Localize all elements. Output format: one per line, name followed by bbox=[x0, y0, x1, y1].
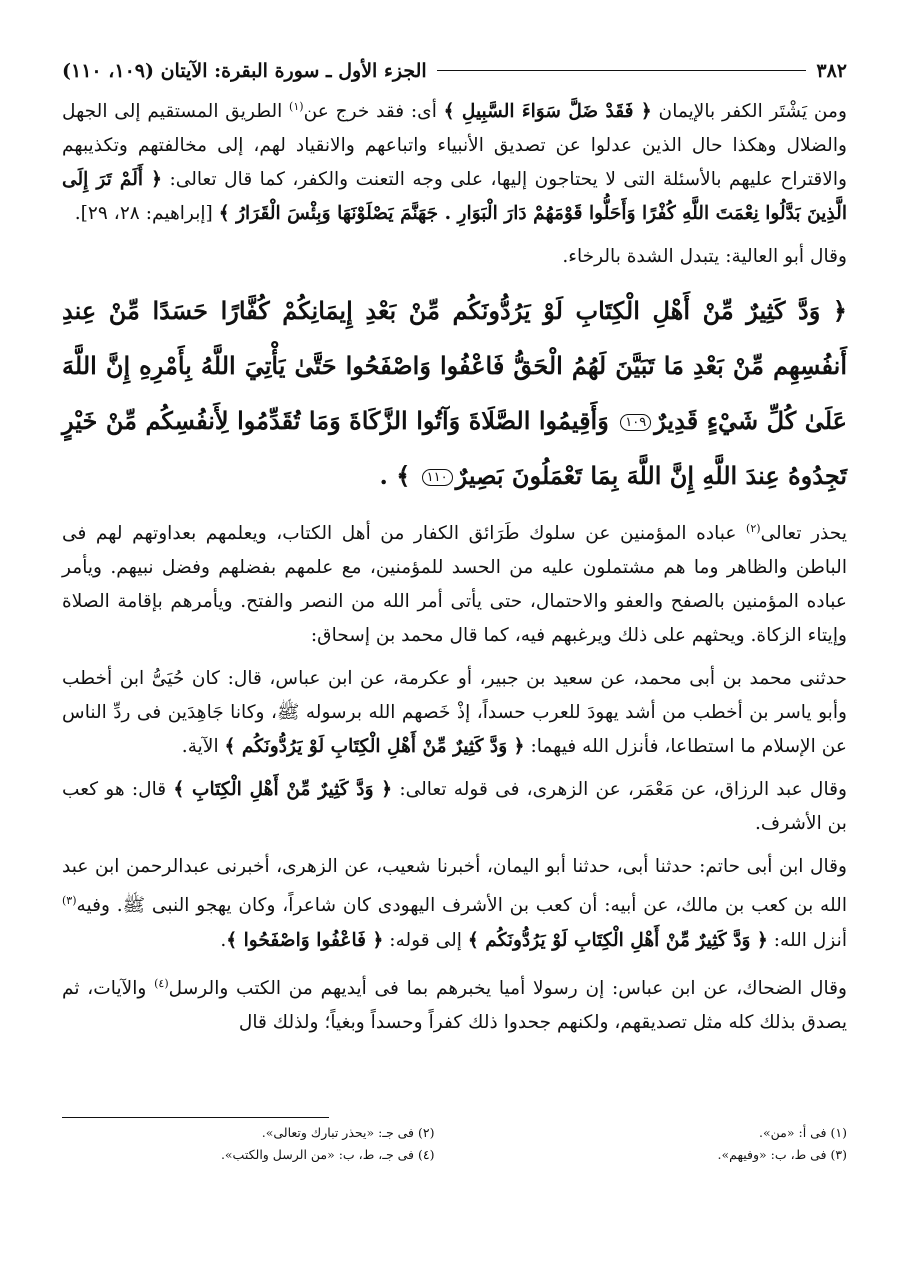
quran-quote: ﴿ وَدَّ كَثِيرٌ مِّنْ أَهْلِ الْكِتَابِ لَوْ يَرُدُّونَكُم ﴾ bbox=[224, 736, 525, 758]
verse-text: ﴿ وَدَّ كَثِيرٌ مِّنْ أَهْلِ الْكِتَابِ لَوْ يَرُدُّونَكُم مِّنْ بَعْدِ إِيمَانِكُمْ كُفَّارًا حَسَدًا مِّنْ عِندِ أَنفُسِهِم مِّنْ بَعْدِ مَا تَبَيَّنَ لَهُمُ الْحَقُّ فَاعْفُوا وَاصْفَحُوا حَتَّىٰ يَأْتِيَ اللَّهُ بِأَمْرِهِ إِنَّ اللَّهَ عَلَىٰ كُلِّ شَيْءٍ قَدِيرٌ bbox=[62, 296, 847, 436]
paragraph-4 bbox=[62, 662, 847, 764]
paragraph-5 bbox=[62, 773, 847, 841]
text: وقال الضحاك، عن ابن عباس: إن رسولا أميا يخبرهم بما فى أيديهم من الكتب والرسل bbox=[168, 977, 847, 999]
footnote-ref: (٤) bbox=[154, 976, 169, 990]
text: وقال عبد الرزاق، عن مَعْمَر، عن الزهرى، فى قوله تعالى: bbox=[392, 779, 847, 801]
text: وقال ابن أبى حاتم: حدثنا أبى، حدثنا أبو اليمان، أخبرنا شعيب، عن الزهرى، أخبرنى عبدالرحمن ابن عبد الله بن كعب بن مالك، عن أبيه: أن كعب بن الأشرف اليهودى كان شاعراً، وكان يهجو النبى ﷺ. وفيه bbox=[62, 856, 847, 917]
quran-verse-block bbox=[62, 283, 847, 503]
text: أنزل الله: bbox=[767, 929, 847, 951]
verse-text: وَأَقِيمُوا الصَّلَاةَ وَآتُوا الزَّكَاةَ وَمَا تُقَدِّمُوا لِأَنفُسِكُم مِّنْ خَيْرٍ تَجِدُوهُ عِندَ اللَّهِ إِنَّ اللَّهَ بِمَا تَعْمَلُونَ بَصِيرٌ bbox=[62, 406, 847, 491]
header-rule bbox=[437, 70, 807, 71]
footnote-1: (١) فى أ: «من». bbox=[759, 1125, 847, 1140]
text: يحذر تعالى bbox=[760, 523, 847, 545]
text: أى: فقد خرج عن bbox=[303, 101, 444, 123]
text: ومن يَشْتَر الكفر بالإيمان bbox=[651, 101, 847, 123]
paragraph-2: وقال أبو العالية: يتبدل الشدة بالرخاء. bbox=[562, 246, 847, 268]
verse-text: ﴾ . bbox=[379, 461, 419, 491]
paragraph-7 bbox=[62, 967, 847, 1040]
page-body bbox=[62, 60, 847, 1040]
text: عباده المؤمنين عن سلوك طَرَائق الكفار من أهل الكتاب، ويعلمهم بعداوتهم لهم فى الباطن والظاهر وما هم مشتملون عليه من الحسد للمؤمنين، مع علمهم بفضلهم وفضل نبيهم. ويأمر عباده المؤمنين بالصفح والعفو والاحتمال، حتى يأتى أمر الله من النصر والفتح. ويأمرهم بإقامة الصلاة وإيتاء الزكاة. ويحثهم على ذلك ويرغبهم فيه، كما قال محمد بن إسحاق: bbox=[62, 523, 847, 647]
page-header bbox=[62, 60, 847, 90]
text: [إبراهيم: ٢٨، ٢٩]. bbox=[74, 203, 219, 225]
footnote-ref: (٢) bbox=[746, 522, 761, 536]
footnote-ref: (٣) bbox=[62, 894, 77, 908]
ayah-number: ١٠٩ bbox=[620, 414, 651, 431]
footnote-rule bbox=[62, 1117, 329, 1118]
footnote-4: (٤) فى جـ، ط، ب: «من الرسل والكتب». bbox=[220, 1147, 435, 1162]
text: الآية. bbox=[181, 736, 225, 758]
text: قال: هو كعب بن الأشرف. bbox=[62, 779, 847, 835]
text: والآيات، ثم يصدق بذلك كله مثل تصديقهم، ولكنهم جحدوا ذلك كفراً وحسداً وبغياً؛ ولذلك قال bbox=[62, 977, 847, 1033]
paragraph-1 bbox=[62, 90, 847, 231]
quran-quote: ﴿ وَدَّ كَثِيرٌ مِّنْ أَهْلِ الْكِتَابِ لَوْ يَرُدُّونَكُم ﴾ bbox=[467, 929, 768, 951]
ayah-number: ١١٠ bbox=[422, 469, 453, 486]
page-number: ٣٨٢ bbox=[816, 60, 847, 82]
quran-quote: ﴿ فَقَدْ ضَلَّ سَوَاءَ السَّبِيلِ ﴾ bbox=[443, 101, 652, 123]
footnote-2: (٢) فى جـ: «يحذر تبارك وتعالى». bbox=[261, 1125, 435, 1140]
quran-quote: ﴿ أَلَمْ تَرَ إِلَى الَّذِينَ بَدَّلُوا نِعْمَتَ اللَّهِ كُفْرًا وَأَحَلُّوا قَوْمَهُمْ دَارَ الْبَوَارِ . جَهَنَّمَ يَصْلَوْنَهَا وَبِئْسَ الْقَرَارُ ﴾ bbox=[62, 169, 847, 225]
text: حدثنى محمد بن أبى محمد، عن سعيد بن جبير، أو عكرمة، عن ابن عباس، قال: كان حُيَىُّ ابن أخطب وأبو ياسر بن أخطب من أشد يهودَ للعرب حسداً، إذْ خَصهم الله برسوله ﷺ، وكانا جَاهِدَين فى ردِّ الناس عن الإسلام ما استطاعا، فأنزل الله فيهما: bbox=[62, 668, 847, 758]
footnote-ref: (١) bbox=[289, 100, 304, 113]
footnote-3: (٣) فى ط، ب: «وفيهم». bbox=[717, 1147, 847, 1162]
paragraph-6 bbox=[62, 850, 847, 957]
quran-quote: ﴿ فَاعْفُوا وَاصْفَحُوا ﴾ bbox=[226, 929, 384, 951]
footnotes bbox=[62, 1122, 847, 1166]
running-title: الجزء الأول ـ سورة البقرة: الآيتان (١٠٩، ١١٠) bbox=[62, 60, 427, 82]
text: الطريق المستقيم إلى الجهل والضلال وهكذا حال الذين عدلوا عن تصديق الأنبياء واتباعهم والانقياد لهم، إلى مخالفتهم وتكذيبهم والاقتراح عليهم بالأسئلة التى لا يحتاجون إليها، على وجه التعنت والكفر، كما قال تعالى: bbox=[62, 101, 847, 191]
text: إلى قوله: bbox=[383, 929, 468, 951]
quran-quote: ﴿ وَدَّ كَثِيرٌ مِّنْ أَهْلِ الْكِتَابِ ﴾ bbox=[173, 779, 393, 801]
text: . bbox=[220, 929, 227, 951]
paragraph-3 bbox=[62, 512, 847, 653]
